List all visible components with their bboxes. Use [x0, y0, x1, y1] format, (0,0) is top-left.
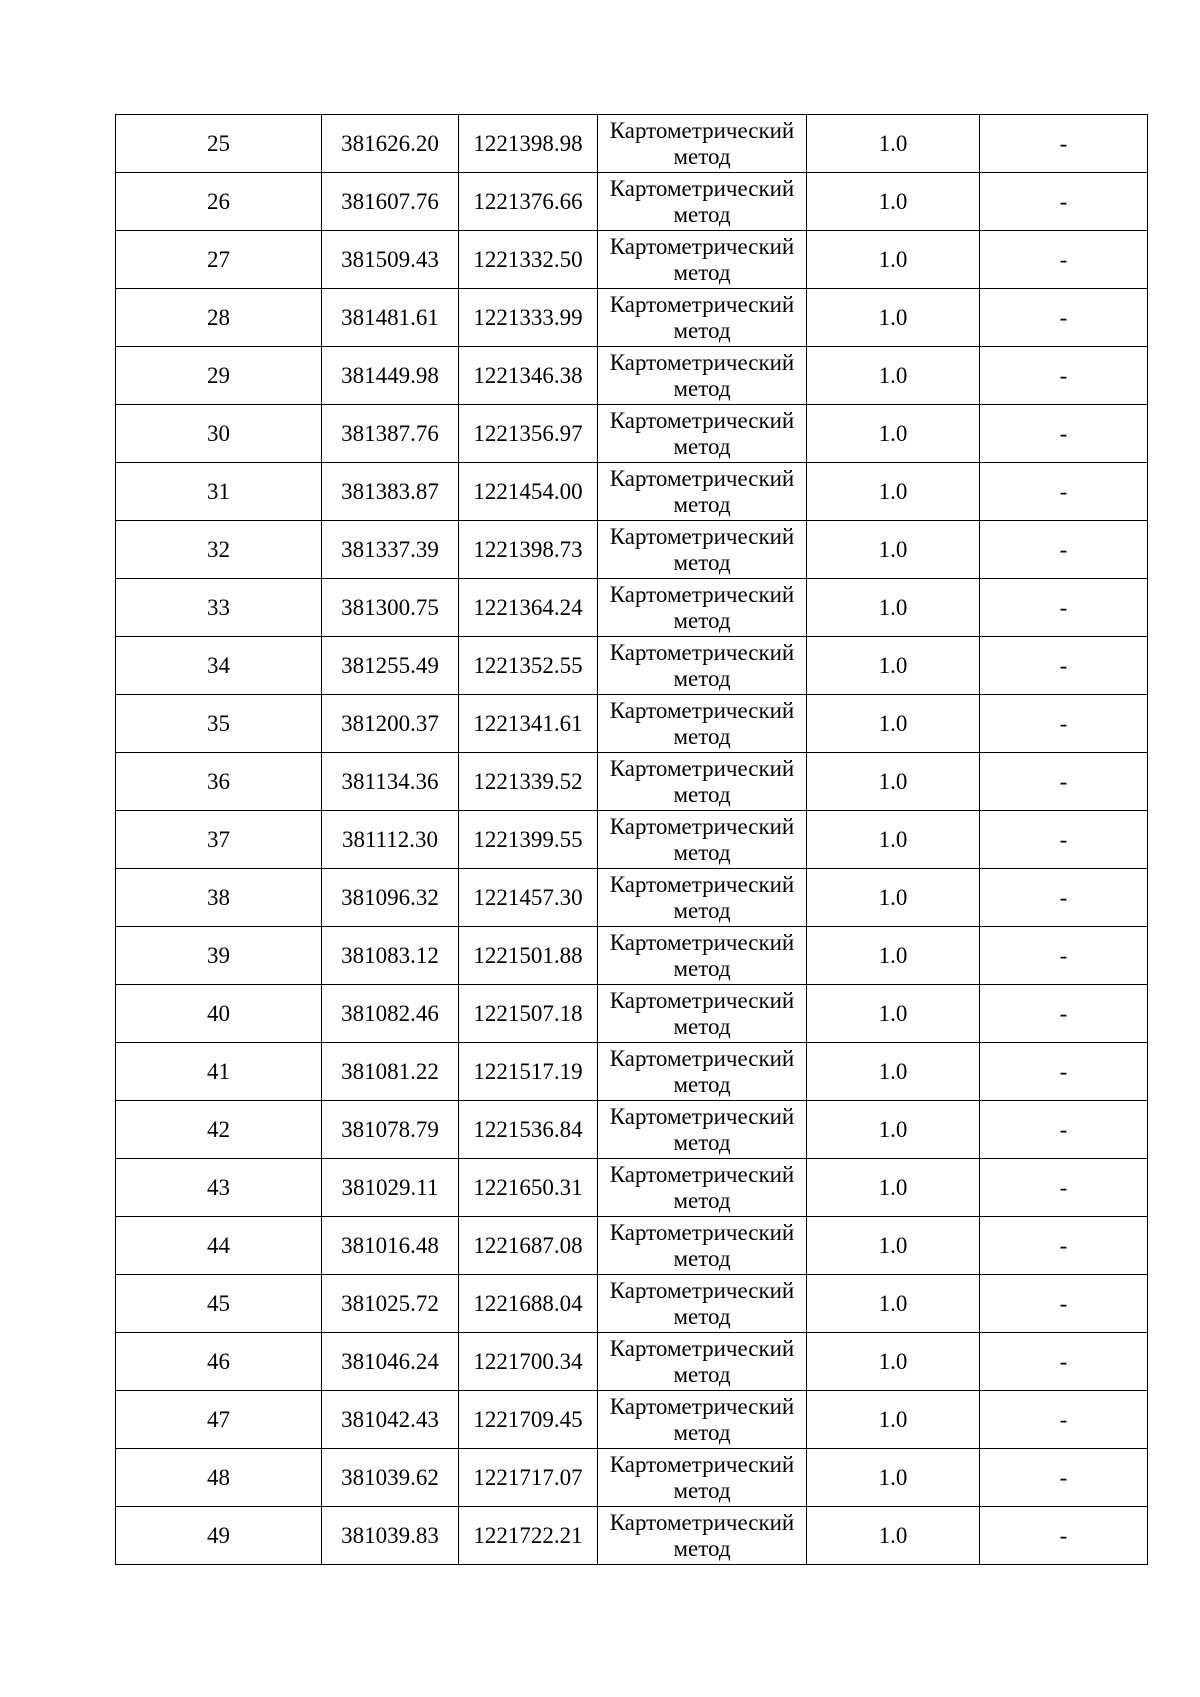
note-cell: -	[980, 289, 1148, 347]
method-line-2: метод	[673, 259, 731, 285]
note-cell: -	[980, 231, 1148, 289]
table-row	[116, 521, 1148, 579]
point-number-cell: 27	[116, 231, 322, 289]
method-line-1: Картометрический	[609, 465, 795, 491]
note-cell: -	[980, 1391, 1148, 1449]
method-line-2: метод	[673, 607, 731, 633]
table-row	[116, 1333, 1148, 1391]
method-line-1: Картометрический	[609, 987, 795, 1013]
point-number-cell: 33	[116, 579, 322, 637]
method-line-2: метод	[673, 897, 731, 923]
table-row	[116, 1217, 1148, 1275]
method-line-1: Картометрический	[609, 1451, 795, 1477]
method-line-1: Картометрический	[609, 1393, 795, 1419]
method-cell	[598, 463, 807, 521]
coordinate-y-cell: 1221376.66	[459, 173, 598, 231]
method-cell	[598, 115, 807, 173]
accuracy-cell: 1.0	[807, 1507, 980, 1565]
point-number-cell: 30	[116, 405, 322, 463]
method-line-1: Картометрический	[609, 407, 795, 433]
accuracy-cell: 1.0	[807, 985, 980, 1043]
method-line-1: Картометрический	[609, 349, 795, 375]
table-body	[116, 115, 1148, 1565]
coordinate-y-cell: 1221333.99	[459, 289, 598, 347]
method-cell	[598, 1275, 807, 1333]
method-line-1: Картометрический	[609, 1277, 795, 1303]
table-row	[116, 869, 1148, 927]
point-number-cell: 44	[116, 1217, 322, 1275]
point-number-cell: 39	[116, 927, 322, 985]
table-row	[116, 463, 1148, 521]
method-cell	[598, 695, 807, 753]
method-line-1: Картометрический	[609, 1045, 795, 1071]
method-line-1: Картометрический	[609, 1335, 795, 1361]
point-number-cell: 34	[116, 637, 322, 695]
note-cell: -	[980, 1449, 1148, 1507]
coordinate-x-cell: 381300.75	[322, 579, 459, 637]
table-row	[116, 1275, 1148, 1333]
method-line-2: метод	[673, 1361, 731, 1387]
coordinate-x-cell: 381082.46	[322, 985, 459, 1043]
point-number-cell: 36	[116, 753, 322, 811]
note-cell: -	[980, 1043, 1148, 1101]
accuracy-cell: 1.0	[807, 753, 980, 811]
accuracy-cell: 1.0	[807, 1275, 980, 1333]
method-cell	[598, 1391, 807, 1449]
table-row	[116, 173, 1148, 231]
table-row	[116, 347, 1148, 405]
method-line-2: метод	[673, 375, 731, 401]
method-line-2: метод	[673, 781, 731, 807]
note-cell: -	[980, 521, 1148, 579]
note-cell: -	[980, 463, 1148, 521]
accuracy-cell: 1.0	[807, 347, 980, 405]
point-number-cell: 46	[116, 1333, 322, 1391]
method-line-2: метод	[673, 491, 731, 517]
table-row	[116, 1391, 1148, 1449]
note-cell: -	[980, 405, 1148, 463]
method-line-1: Картометрический	[609, 1509, 795, 1535]
table-row	[116, 289, 1148, 347]
table-row	[116, 695, 1148, 753]
coordinate-y-cell: 1221536.84	[459, 1101, 598, 1159]
coordinate-y-cell: 1221364.24	[459, 579, 598, 637]
point-number-cell: 29	[116, 347, 322, 405]
accuracy-cell: 1.0	[807, 811, 980, 869]
accuracy-cell: 1.0	[807, 1217, 980, 1275]
coordinate-y-cell: 1221332.50	[459, 231, 598, 289]
method-line-1: Картометрический	[609, 697, 795, 723]
table-row	[116, 1101, 1148, 1159]
accuracy-cell: 1.0	[807, 463, 980, 521]
coordinate-y-cell: 1221454.00	[459, 463, 598, 521]
method-line-2: метод	[673, 1303, 731, 1329]
accuracy-cell: 1.0	[807, 115, 980, 173]
note-cell: -	[980, 347, 1148, 405]
method-line-1: Картометрический	[609, 1161, 795, 1187]
point-number-cell: 28	[116, 289, 322, 347]
method-cell	[598, 753, 807, 811]
point-number-cell: 25	[116, 115, 322, 173]
coordinate-x-cell: 381081.22	[322, 1043, 459, 1101]
accuracy-cell: 1.0	[807, 1159, 980, 1217]
method-line-1: Картометрический	[609, 1219, 795, 1245]
coordinate-y-cell: 1221339.52	[459, 753, 598, 811]
method-cell	[598, 1159, 807, 1217]
coordinate-x-cell: 381096.32	[322, 869, 459, 927]
accuracy-cell: 1.0	[807, 1449, 980, 1507]
coordinate-y-cell: 1221687.08	[459, 1217, 598, 1275]
note-cell: -	[980, 1275, 1148, 1333]
coordinate-y-cell: 1221688.04	[459, 1275, 598, 1333]
coordinate-x-cell: 381016.48	[322, 1217, 459, 1275]
coordinate-x-cell: 381387.76	[322, 405, 459, 463]
coordinate-y-cell: 1221650.31	[459, 1159, 598, 1217]
table-row	[116, 115, 1148, 173]
point-number-cell: 43	[116, 1159, 322, 1217]
method-line-2: метод	[673, 1013, 731, 1039]
point-number-cell: 40	[116, 985, 322, 1043]
coordinate-x-cell: 381042.43	[322, 1391, 459, 1449]
method-cell	[598, 289, 807, 347]
note-cell: -	[980, 927, 1148, 985]
point-number-cell: 31	[116, 463, 322, 521]
note-cell: -	[980, 1333, 1148, 1391]
method-line-2: метод	[673, 317, 731, 343]
note-cell: -	[980, 811, 1148, 869]
coordinate-x-cell: 381337.39	[322, 521, 459, 579]
coordinate-y-cell: 1221352.55	[459, 637, 598, 695]
note-cell: -	[980, 1507, 1148, 1565]
coordinate-x-cell: 381025.72	[322, 1275, 459, 1333]
table-row	[116, 405, 1148, 463]
method-line-2: метод	[673, 1535, 731, 1561]
coordinate-y-cell: 1221709.45	[459, 1391, 598, 1449]
point-number-cell: 35	[116, 695, 322, 753]
coordinate-x-cell: 381481.61	[322, 289, 459, 347]
method-line-2: метод	[673, 1071, 731, 1097]
coordinate-y-cell: 1221341.61	[459, 695, 598, 753]
note-cell: -	[980, 637, 1148, 695]
coordinate-y-cell: 1221399.55	[459, 811, 598, 869]
method-line-1: Картометрический	[609, 639, 795, 665]
note-cell: -	[980, 753, 1148, 811]
coordinate-x-cell: 381112.30	[322, 811, 459, 869]
method-cell	[598, 521, 807, 579]
coordinate-y-cell: 1221398.73	[459, 521, 598, 579]
method-cell	[598, 985, 807, 1043]
method-cell	[598, 1507, 807, 1565]
method-cell	[598, 927, 807, 985]
method-line-2: метод	[673, 1245, 731, 1271]
method-line-2: метод	[673, 433, 731, 459]
table-row	[116, 637, 1148, 695]
accuracy-cell: 1.0	[807, 521, 980, 579]
point-number-cell: 32	[116, 521, 322, 579]
method-line-1: Картометрический	[609, 581, 795, 607]
accuracy-cell: 1.0	[807, 231, 980, 289]
coordinate-x-cell: 381039.83	[322, 1507, 459, 1565]
accuracy-cell: 1.0	[807, 289, 980, 347]
accuracy-cell: 1.0	[807, 1101, 980, 1159]
note-cell: -	[980, 1159, 1148, 1217]
table-row	[116, 579, 1148, 637]
table-row	[116, 811, 1148, 869]
method-line-2: метод	[673, 1187, 731, 1213]
note-cell: -	[980, 1217, 1148, 1275]
method-line-2: метод	[673, 1129, 731, 1155]
method-line-2: метод	[673, 665, 731, 691]
accuracy-cell: 1.0	[807, 405, 980, 463]
coordinate-y-cell: 1221346.38	[459, 347, 598, 405]
note-cell: -	[980, 173, 1148, 231]
coordinate-y-cell: 1221356.97	[459, 405, 598, 463]
method-cell	[598, 637, 807, 695]
method-cell	[598, 811, 807, 869]
method-line-2: метод	[673, 955, 731, 981]
note-cell: -	[980, 115, 1148, 173]
point-number-cell: 48	[116, 1449, 322, 1507]
method-line-1: Картометрический	[609, 117, 795, 143]
coordinate-x-cell: 381200.37	[322, 695, 459, 753]
coordinate-x-cell: 381255.49	[322, 637, 459, 695]
method-line-1: Картометрический	[609, 523, 795, 549]
method-line-1: Картометрический	[609, 813, 795, 839]
accuracy-cell: 1.0	[807, 173, 980, 231]
coordinate-x-cell: 381029.11	[322, 1159, 459, 1217]
method-line-2: метод	[673, 143, 731, 169]
method-cell	[598, 1217, 807, 1275]
coordinate-y-cell: 1221501.88	[459, 927, 598, 985]
method-line-1: Картометрический	[609, 871, 795, 897]
method-line-1: Картометрический	[609, 755, 795, 781]
accuracy-cell: 1.0	[807, 695, 980, 753]
table-row	[116, 1507, 1148, 1565]
coordinate-x-cell: 381039.62	[322, 1449, 459, 1507]
table-row	[116, 1449, 1148, 1507]
table-row	[116, 985, 1148, 1043]
point-number-cell: 45	[116, 1275, 322, 1333]
method-line-2: метод	[673, 839, 731, 865]
coordinates-table	[115, 114, 1148, 1565]
accuracy-cell: 1.0	[807, 1391, 980, 1449]
accuracy-cell: 1.0	[807, 927, 980, 985]
accuracy-cell: 1.0	[807, 637, 980, 695]
table-row	[116, 927, 1148, 985]
table-row	[116, 1159, 1148, 1217]
point-number-cell: 26	[116, 173, 322, 231]
coordinate-y-cell: 1221722.21	[459, 1507, 598, 1565]
coordinate-x-cell: 381383.87	[322, 463, 459, 521]
point-number-cell: 38	[116, 869, 322, 927]
method-line-2: метод	[673, 1477, 731, 1503]
method-line-1: Картометрический	[609, 291, 795, 317]
point-number-cell: 41	[116, 1043, 322, 1101]
note-cell: -	[980, 579, 1148, 637]
accuracy-cell: 1.0	[807, 1043, 980, 1101]
method-cell	[598, 1101, 807, 1159]
coordinate-y-cell: 1221517.19	[459, 1043, 598, 1101]
method-line-1: Картометрический	[609, 233, 795, 259]
table-row	[116, 753, 1148, 811]
method-cell	[598, 579, 807, 637]
accuracy-cell: 1.0	[807, 1333, 980, 1391]
coordinate-x-cell: 381449.98	[322, 347, 459, 405]
note-cell: -	[980, 695, 1148, 753]
method-cell	[598, 1043, 807, 1101]
table-row	[116, 231, 1148, 289]
coordinate-y-cell: 1221700.34	[459, 1333, 598, 1391]
coordinate-x-cell: 381607.76	[322, 173, 459, 231]
point-number-cell: 37	[116, 811, 322, 869]
coordinate-y-cell: 1221717.07	[459, 1449, 598, 1507]
method-line-1: Картометрический	[609, 929, 795, 955]
coordinate-x-cell: 381083.12	[322, 927, 459, 985]
method-line-2: метод	[673, 549, 731, 575]
coordinate-y-cell: 1221457.30	[459, 869, 598, 927]
coordinate-x-cell: 381046.24	[322, 1333, 459, 1391]
method-cell	[598, 173, 807, 231]
table-row	[116, 1043, 1148, 1101]
coordinate-x-cell: 381134.36	[322, 753, 459, 811]
note-cell: -	[980, 985, 1148, 1043]
method-cell	[598, 869, 807, 927]
method-cell	[598, 347, 807, 405]
method-line-2: метод	[673, 1419, 731, 1445]
method-cell	[598, 1333, 807, 1391]
point-number-cell: 42	[116, 1101, 322, 1159]
method-line-1: Картометрический	[609, 175, 795, 201]
point-number-cell: 49	[116, 1507, 322, 1565]
coordinate-x-cell: 381078.79	[322, 1101, 459, 1159]
method-line-1: Картометрический	[609, 1103, 795, 1129]
method-cell	[598, 1449, 807, 1507]
coordinate-x-cell: 381626.20	[322, 115, 459, 173]
method-line-2: метод	[673, 723, 731, 749]
point-number-cell: 47	[116, 1391, 322, 1449]
method-cell	[598, 405, 807, 463]
note-cell: -	[980, 869, 1148, 927]
coordinate-x-cell: 381509.43	[322, 231, 459, 289]
coordinate-y-cell: 1221398.98	[459, 115, 598, 173]
coordinate-y-cell: 1221507.18	[459, 985, 598, 1043]
accuracy-cell: 1.0	[807, 869, 980, 927]
note-cell: -	[980, 1101, 1148, 1159]
method-cell	[598, 231, 807, 289]
method-line-2: метод	[673, 201, 731, 227]
accuracy-cell: 1.0	[807, 579, 980, 637]
